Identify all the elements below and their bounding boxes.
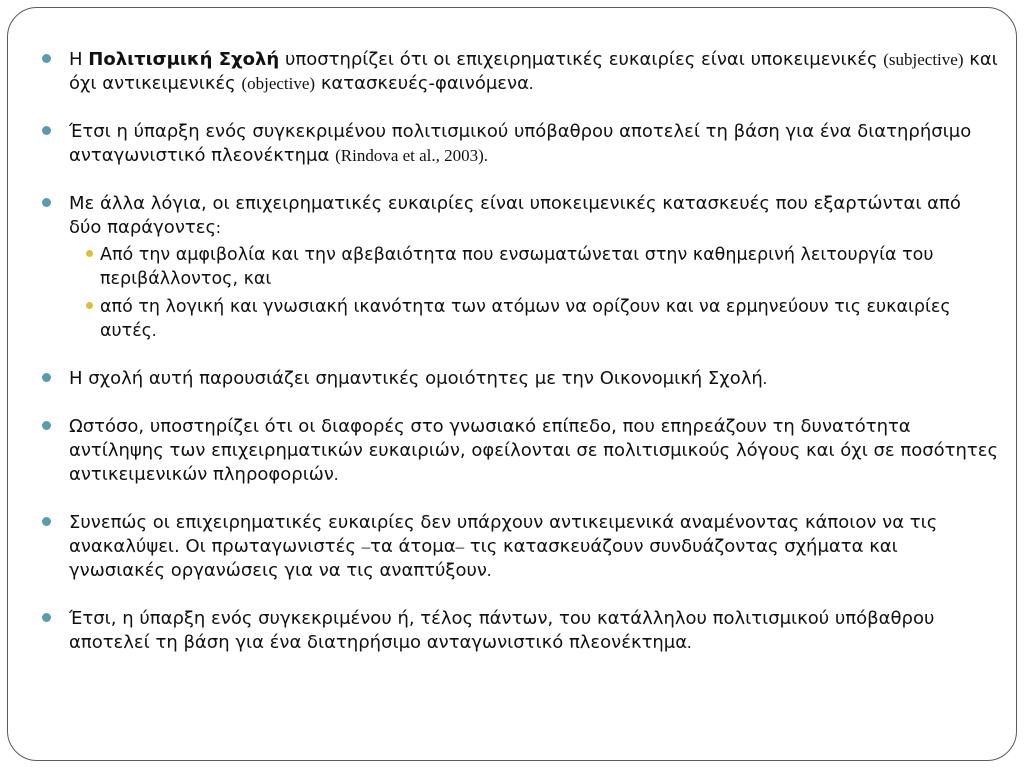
bullet-text: Έτσι, η ύπαρξη ενός συγκεκριμένου ή, τέλος πάντων, του κατάλληλου πολιτισμικού υπόβαθρου αποτελεί τη βάση για ένα διατηρήσιμο ανταγωνιστικό πλεονέκτημα (69, 608, 935, 653)
sub-bullet-text: Από την αμφιβολία και την αβεβαιότητα που ενσωματώνεται στην καθημερινή λειτουργία του περιβάλλοντος, και (100, 245, 934, 289)
bullet-dot-icon (42, 54, 51, 63)
bullet-text: Με άλλα λόγια, οι επιχειρηματικές ευκαιρίες είναι υποκειμενικές κατασκευές που εξαρτώνται από δύο παράγοντες (69, 193, 961, 238)
sub-bullet-cognitive-ability (69, 295, 998, 343)
bullet-dot-icon (42, 373, 51, 382)
bullet-text: Συνεπώς οι επιχειρηματικές ευκαιρίες δεν υπάρχουν αντικειμενικά αναμένοντας κάποιον να τις ανακαλύψει. Οι πρωταγωνιστές (69, 512, 938, 557)
citation: (Rindova et al., 2003). (335, 146, 489, 165)
bullet-dot-icon (42, 198, 51, 207)
sub-bullet-uncertainty (69, 243, 998, 291)
sub-bullet-list (69, 243, 998, 343)
objective-term: (objective) (241, 74, 316, 93)
bullet-text: Η (69, 49, 89, 70)
bullet-text: Έτσι η ύπαρξη ενός συγκεκριμένου πολιτισμικού υπόβαθρου αποτελεί τη βάση για ένα διατηρήσιμο ανταγωνιστικό πλεονέκτημα (69, 121, 972, 166)
bullet-dot-icon (42, 517, 51, 526)
bullet-similarities (38, 367, 998, 391)
bullet-competitive-advantage (38, 120, 998, 168)
bullet-text: και όχι αντικειμενικές (69, 49, 998, 94)
slide-content (38, 48, 998, 679)
bullet-cultural-school (38, 48, 998, 96)
sub-bullet-end: . (151, 321, 157, 340)
bullet-protagonists (38, 511, 998, 583)
dash: – (361, 537, 371, 556)
bullet-cognitive-differences (38, 415, 998, 487)
sub-bullet-text: από τη λογική και γνωσιακή ικανότητα των ατόμων να ορίζουν και να ερμηνεύουν τις ευκαιρίες αυτές (100, 297, 951, 341)
bullet-text: υποστηρίζει ότι οι επιχειρηματικές ευκαιρίες είναι υποκειμενικές (279, 49, 884, 70)
dash: – (455, 537, 465, 556)
bullet-conclusion (38, 607, 998, 655)
bullet-end: . (762, 369, 768, 388)
cultural-school-term: Πολιτισμική Σχολή (88, 49, 280, 70)
bullet-end: . (687, 633, 692, 652)
sub-bullet-dot-icon (86, 302, 93, 309)
subjective-term: (subjective) (883, 50, 964, 69)
bullet-two-factors (38, 192, 998, 343)
bullet-text: κατασκευές-φαινόμενα (315, 73, 529, 94)
bullet-dot-icon (42, 126, 51, 135)
bullet-text: τις κατασκευάζουν συνδυάζοντας σχήματα και γνωσιακές οργανώσεις για να τις αναπτύξουν (69, 536, 898, 581)
sub-bullet-dot-icon (86, 250, 93, 257)
bullet-text: Η σχολή αυτή παρουσιάζει σημαντικές ομοιότητες με την Οικονομική Σχολή (69, 368, 763, 389)
bullet-dot-icon (42, 421, 51, 430)
bullet-end: . (486, 561, 492, 580)
bullet-end: : (216, 218, 221, 237)
slide-frame (7, 7, 1017, 761)
bullet-text: Ωστόσο, υποστηρίζει ότι οι διαφορές στο γνωσιακό επίπεδο, που επηρεάζουν τη δυνατότητα αντίληψης των επιχειρηματικών ευκαιριών, οφείλονται σε πολιτισμικούς λόγους και όχι σε ποσότητες αντικειμενικών πληροφοριών (69, 416, 999, 485)
bullet-end: . (528, 74, 534, 93)
bullet-end: . (333, 465, 339, 484)
bullet-dot-icon (42, 613, 51, 622)
bullet-text: τα άτομα (370, 536, 456, 557)
